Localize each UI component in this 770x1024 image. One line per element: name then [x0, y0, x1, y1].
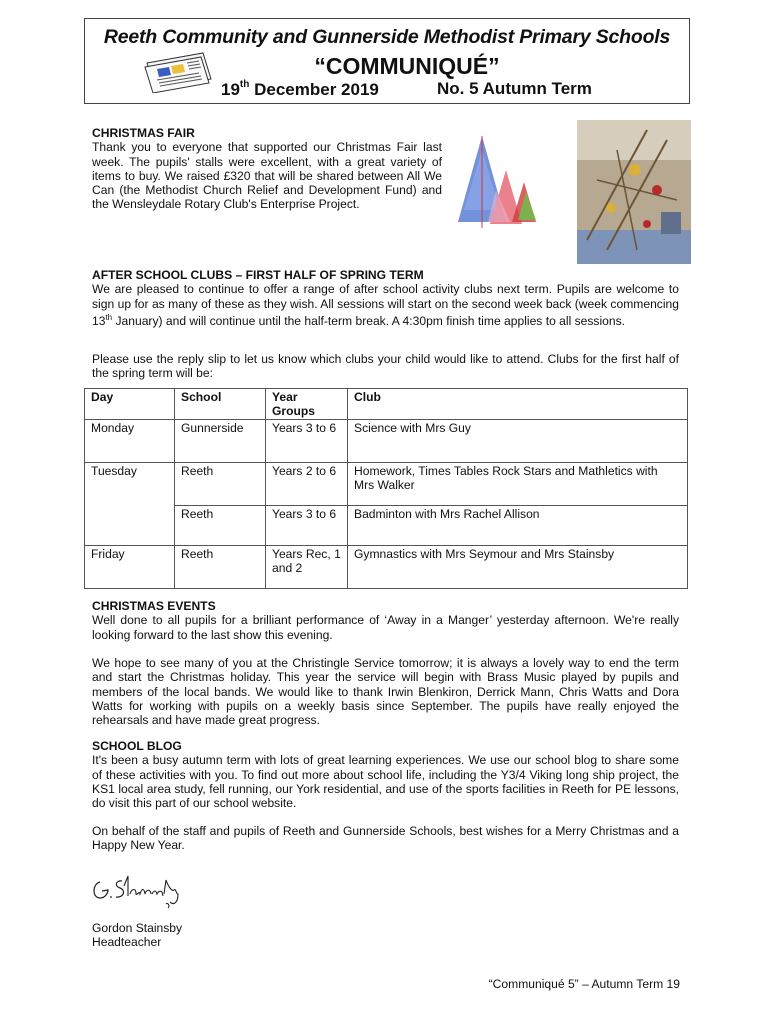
after-school-heading: AFTER SCHOOL CLUBS – FIRST HALF OF SPRING TERM	[92, 268, 424, 282]
table-header-row	[85, 389, 688, 420]
table-cell: Years 3 to 6	[266, 419, 348, 462]
after-school-text: We are pleased to continue to offer a range of after school activity clubs next term. Pupils are welcome to sign up for as many of these as they wish. All sessions will start on the second week back (week commencing 13th January) and will continue until the half-term break. A 4:30pm finish time applies to all sessions.	[92, 282, 679, 328]
table-row	[85, 462, 688, 505]
christmas-events-section	[92, 599, 679, 642]
signature-image	[90, 872, 190, 910]
table-cell: Years Rec, 1 and 2	[266, 545, 348, 588]
signatory-role: Headteacher	[92, 935, 162, 950]
christmas-events-text-2: We hope to see many of you at the Christingle Service tomorrow; it is always a lovely way to end the term and start the Christmas holiday. This year the service will begin with Brass Music played by pupils and members of the local bands. We would like to thank Irwin Blenkiron, Derrick Mann, Chris Watts and Dora Watts for working with pupils on a weekly basis since September. The pupils have really enjoyed the rehearsals and have made great progress.	[92, 656, 679, 728]
school-blog-text: It's been a busy autumn term with lots of great learning experiences. We use our school blog to share some of these activities with you. To find out more about school life, including the Y3/4 Viking long ship project, the KS1 local area study, fell running, our York residential, and use of the sports facilities in Reeth for PE lessons, do visit this part of our school website.	[92, 753, 679, 811]
newspaper-icon	[143, 49, 215, 93]
table-cell: Tuesday	[85, 462, 175, 505]
christmas-events-text-1: Well done to all pupils for a brilliant performance of ‘Away in a Manger’ yesterday afternoon. We're really looking forward to the last show this evening.	[92, 613, 679, 642]
table-cell: Badminton with Mrs Rachel Allison	[348, 505, 688, 545]
table-header-cell: Year Groups	[266, 389, 348, 420]
christmas-fair-text: Thank you to everyone that supported our Christmas Fair last week. The pupils' stalls were excellent, with a great variety of items to buy. We raised £320 that will be shared between All We Can (the Methodist Church Relief and Development Fund) and the Wensleydale Rotary Club's Enterprise Project.	[92, 140, 442, 212]
school-blog-section	[92, 739, 679, 810]
issue-number: No. 5 Autumn Term	[437, 79, 592, 98]
table-cell: Science with Mrs Guy	[348, 419, 688, 462]
table-header-cell: Day	[85, 389, 175, 420]
christmas-trees-image	[452, 130, 544, 230]
school-blog-heading: SCHOOL BLOG	[92, 739, 182, 753]
page-footer: “Communiqué 5” – Autumn Term 19	[488, 977, 680, 991]
signatory	[92, 921, 679, 950]
christmas-fair-section	[92, 126, 442, 212]
issue-date: 19th December 2019	[221, 79, 379, 99]
closing-message: On behalf of the staff and pupils of Reeth and Gunnerside Schools, best wishes for a Merry Christmas and a Happy New Year.	[92, 824, 679, 853]
table-cell: Reeth	[175, 462, 266, 505]
masthead	[84, 18, 690, 104]
table-header-cell: Club	[348, 389, 688, 420]
table-cell: Gunnerside	[175, 419, 266, 462]
table-header-cell: School	[175, 389, 266, 420]
table-cell: Gymnastics with Mrs Seymour and Mrs Stainsby	[348, 545, 688, 588]
signatory-name: Gordon Stainsby	[92, 921, 183, 935]
table-cell: Years 3 to 6	[266, 505, 348, 545]
after-school-section	[92, 268, 679, 328]
table-row	[85, 505, 688, 545]
table-cell: Reeth	[175, 545, 266, 588]
clubs-table	[84, 388, 688, 589]
table-cell: Friday	[85, 545, 175, 588]
newsletter-title: “COMMUNIQUÉ”	[314, 53, 500, 79]
table-row	[85, 419, 688, 462]
fair-photo	[577, 120, 691, 264]
table-cell: Homework, Times Tables Rock Stars and Mathletics with Mrs Walker	[348, 462, 688, 505]
table-row	[85, 545, 688, 588]
christmas-events-heading: CHRISTMAS EVENTS	[92, 599, 216, 613]
school-name: Reeth Community and Gunnerside Methodist Primary Schools	[103, 26, 671, 48]
table-cell	[85, 505, 175, 545]
table-cell: Reeth	[175, 505, 266, 545]
table-cell: Years 2 to 6	[266, 462, 348, 505]
reply-slip-text: Please use the reply slip to let us know which clubs your child would like to attend. Clubs for the first half of the spring term will be:	[92, 352, 679, 381]
table-cell: Monday	[85, 419, 175, 462]
christmas-fair-heading: CHRISTMAS FAIR	[92, 126, 195, 140]
